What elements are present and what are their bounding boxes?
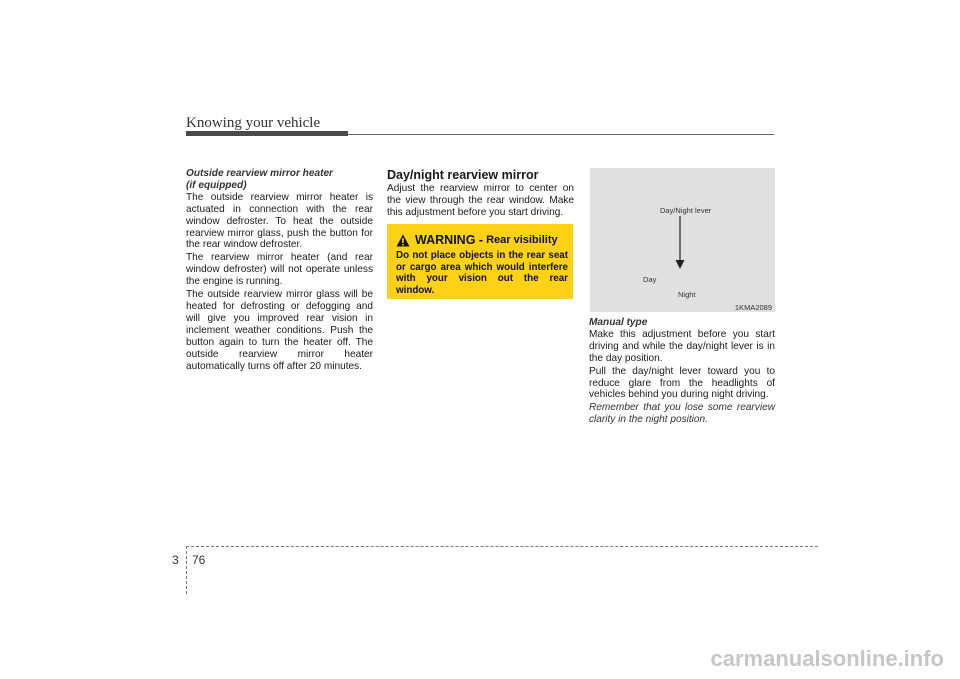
header-rule-thick [186,131,348,136]
mirror-heater-paragraph: The outside rearview mirror glass will be heated for defrosting or defogging and will give you improved rear vision in inclement weather conditions. Push the button again to turn the heater off. The outside rearview mirror heater automatically turns off after 20 minutes. [186,289,373,372]
header-rule-thin [348,134,774,135]
page-header-title: Knowing your vehicle [186,115,321,131]
night-position-note: Remember that you lose some rearview clarity in the night position. [589,402,775,426]
mirror-heater-subhead: Outside rearview mirror heater [186,168,333,179]
figure-code: 1KMA2089 [734,303,772,312]
middle-column [387,168,574,219]
chapter-number: 3 [172,553,179,567]
manual-type-subhead: Manual type [589,317,648,328]
figure-lever-label: Day/Night lever [660,206,712,215]
section-title: Day/night rearview mirror [387,168,539,182]
warning-triangle-icon [396,234,410,247]
warning-subject: Rear visibility [486,234,558,246]
warning-box [387,224,573,299]
warning-text: Do not place objects in the rear seat or cargo area which would interfere with your vision out the rear window. [396,250,568,296]
warning-heading [396,233,558,247]
mirror-heater-paragraph: The rearview mirror heater (and rear window defroster) will not operate unless the engine is running. [186,252,373,288]
day-night-intro: Adjust the rearview mirror to center on the view through the rear window. Make this adjustment before you start driving. [387,183,574,218]
mirror-heater-paragraph: The outside rearview mirror heater is actuated in connection with the rear window defroster. To heat the outside rearview mirror glass, push the button for the rear window defroster. [186,191,373,251]
figure-night-label: Night [678,290,696,299]
rearview-mirror-figure [590,168,775,312]
footer-vertical-rule [186,546,187,594]
right-column [589,317,775,426]
footer-rule [186,546,818,547]
manual-type-paragraph: Pull the day/night lever toward you to reduce glare from the headlights of vehicles behind you during night driving. [589,365,775,401]
warning-label: WARNING - [415,233,484,247]
left-column [186,168,373,372]
mirror-heater-subhead-note: (if equipped) [186,179,247,191]
watermark: carmanualsonline.info [710,646,944,671]
manual-type-paragraph: Make this adjustment before you start driving and while the day/night lever is in the day position. [589,328,775,364]
figure-day-label: Day [643,275,657,284]
page-number: 76 [192,553,206,567]
figure-arrow-icon [674,216,686,270]
